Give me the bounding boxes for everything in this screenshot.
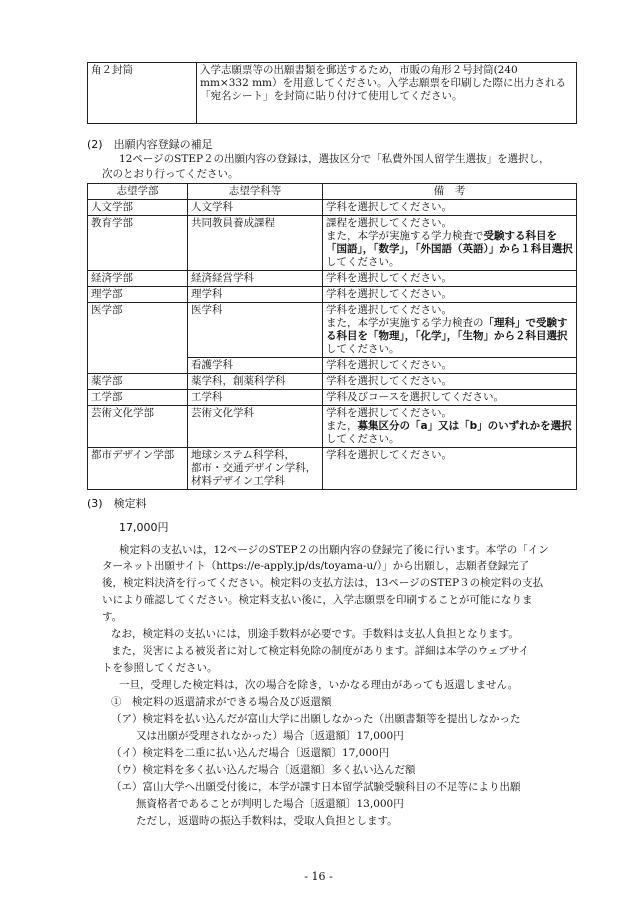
section3-heading: (3) 検定料	[87, 497, 147, 510]
para3-line: トを参照してください。	[102, 662, 218, 674]
dept-cell: 看護学科	[188, 358, 323, 374]
table-row	[88, 406, 577, 448]
dept-cell: 医学科	[188, 303, 323, 358]
refund-a-line: 又は出願が受理されなかった）場合〔返還額〕17,000円	[136, 730, 404, 742]
note-cell	[323, 406, 577, 448]
envelope-text: 入学志願票等の出願書類を郵送するため，市販の角形２号封筒(240 mm×332 mm）を用意してください。入学志願票を印刷した際に出力される「宛名シート」を封筒に貼り付けて使用してください。	[197, 63, 577, 124]
para1-line: 後，検定料決済を行ってください。検定料の支払方法は，13ページのSTEP３の検定料の支払	[102, 577, 544, 589]
refund-a-line: （ア）検定料を払い込んだが富山大学に出願しなかった（出願書類等を提出しなかった	[111, 713, 521, 725]
note-cell: 学科及びコースを選択してください。	[323, 390, 577, 406]
faculty-cell: 薬学部	[88, 374, 188, 390]
note-end: してください。	[326, 433, 400, 445]
faculty-table	[87, 183, 577, 490]
envelope-table	[87, 62, 577, 124]
fee-amount: 17,000円	[119, 521, 169, 534]
note-text: また，本学が実施する学力検査で	[326, 230, 484, 242]
note-end: してください。	[326, 256, 400, 268]
dept-line: 材料デザイン工学科	[191, 475, 285, 487]
refund-d-line: 無資格者であることが判明した場合〔返還額〕13,000円	[136, 798, 404, 810]
dept-cell: 人文学科	[188, 200, 323, 216]
dept-line: 地球システム科学科，	[191, 449, 295, 461]
note-bold: 「理科」で受験する科目を「物理」，「化学」，「生物」から２科目選択	[326, 317, 568, 342]
note-cell: 学科を選択してください。	[323, 287, 577, 303]
note-line: 学科を選択してください。	[326, 304, 452, 316]
table-row	[88, 287, 577, 303]
note-rich	[326, 317, 573, 356]
faculty-cell: 経済学部	[88, 271, 188, 287]
dept-line: 都市・交通デザイン学科，	[191, 462, 317, 474]
faculty-cell: 芸術文化学部	[88, 406, 188, 448]
para4: 一旦，受理した検定料は，次の場合を除き，いかなる理由があっても返還しません。	[119, 679, 519, 691]
note-text: また，	[326, 420, 358, 432]
para1-line: ターネット出願サイト（https://e-apply.jp/ds/toyama-u/）」から出願し，志願者登録完了	[102, 560, 530, 572]
faculty-cell: 工学部	[88, 390, 188, 406]
table-row	[88, 448, 577, 490]
section2-intro-line1: 12ページのSTEP２の出願内容の登録は，選抜区分で「私費外国人留学生選抜」を選択し，	[119, 153, 550, 165]
para2: なお，検定料の支払いには，別途手数料が必要です。手数料は支払人負担となります。	[111, 628, 519, 640]
faculty-cell: 理学部	[88, 287, 188, 303]
dept-cell: 共同教員養成課程	[188, 216, 323, 271]
faculty-cell: 教育学部	[88, 216, 188, 271]
header-faculty: 志望学部	[88, 184, 188, 200]
para1-line: す。	[102, 611, 123, 623]
dept-cell: 経済経営学科	[188, 271, 323, 287]
dept-cell: 薬学科，創薬科学科	[188, 374, 323, 390]
header-dept: 志望学科等	[188, 184, 323, 200]
table-row	[88, 216, 577, 271]
table-row	[88, 200, 577, 216]
table-row	[88, 374, 577, 390]
note-line: 学科を選択してください。	[326, 407, 452, 419]
note-cell: 学科を選択してください。	[323, 200, 577, 216]
table-row	[88, 271, 577, 287]
refund-d-line: （エ）富山大学へ出願受付後に，本学が課す日本留学試験受験科目の不足等により出願	[111, 781, 521, 793]
note-rich	[326, 230, 573, 269]
faculty-cell: 都市デザイン学部	[88, 448, 188, 490]
note-cell: 学科を選択してください。	[323, 374, 577, 390]
table-row	[88, 303, 577, 358]
note-cell	[323, 216, 577, 271]
note-cell: 学科を選択してください。	[323, 448, 577, 490]
note-cell	[323, 303, 577, 358]
refund-note: ただし，返還時の振込手数料は，受取人負担とします。	[136, 815, 398, 827]
note-cell: 学科を選択してください。	[323, 358, 577, 374]
note-end: してください。	[326, 343, 400, 355]
dept-cell: 工学科	[188, 390, 323, 406]
dept-cell	[188, 448, 323, 490]
page-number: - 16 -	[304, 870, 333, 883]
note-bold: 募集区分の「a」又は「b」のいずれかを選択	[357, 420, 572, 432]
table-row	[88, 390, 577, 406]
faculty-cell: 人文学部	[88, 200, 188, 216]
dept-cell: 芸術文化学科	[188, 406, 323, 448]
section2-heading: (2) 出願内容登録の補足	[87, 138, 213, 151]
refund-heading: ① 検定料の返還請求ができる場合及び返還額	[111, 696, 332, 708]
faculty-cell: 医学部	[88, 303, 188, 374]
para3-line: また，災害による被災者に対して検定料免除の制度があります。詳細は本学のウェブサイ	[111, 645, 530, 657]
note-text: また，本学が実施する学力検査の	[326, 317, 484, 329]
note-cell: 学科を選択してください。	[323, 271, 577, 287]
header-note: 備 考	[323, 184, 577, 200]
note-line: 課程を選択してください。	[326, 217, 452, 229]
table-header-row	[88, 184, 577, 200]
refund-b: （イ）検定料を二重に払い込んだ場合〔返還額〕17,000円	[111, 747, 390, 759]
note-bold: 受験する科目を「国語」，「数学」，「外国語（英語）」から１科目選択	[326, 230, 573, 255]
para1-line: いにより確認してください。検定料支払い後に，入学志願票を印刷することが可能になりま	[102, 594, 533, 606]
envelope-label: 角２封筒	[88, 63, 197, 124]
dept-cell: 理学科	[188, 287, 323, 303]
note-rich	[326, 420, 573, 446]
refund-c: （ウ）検定料を多く払い込んだ場合〔返還額〕多く払い込んだ額	[111, 764, 416, 776]
para1-line: 検定料の支払いは，12ページのSTEP２の出願内容の登録完了後に行います。本学の「イン	[119, 544, 549, 556]
section2-intro-line2: 次のとおり行ってください。	[102, 168, 239, 180]
